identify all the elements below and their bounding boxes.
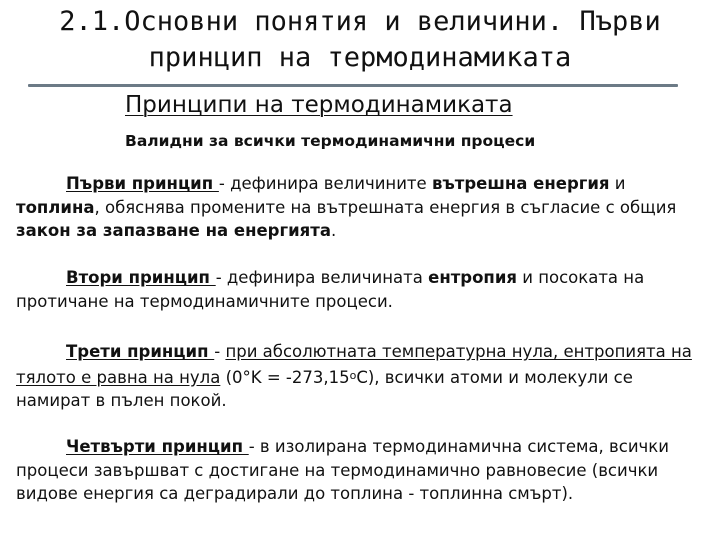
degree-superscript: о xyxy=(349,368,357,382)
keyword-entropy: ентропия xyxy=(428,268,517,287)
underlined-statement: при абсолютната температурна нула, ентропията на тялото е равна на нула xyxy=(16,342,692,387)
text-segment: . xyxy=(330,221,337,240)
keyword-internal-energy: вътрешна енергия xyxy=(431,174,610,193)
paragraph-third-principle xyxy=(16,340,706,413)
text-segment: - дефинира величините xyxy=(218,174,432,193)
section-subheading: Валидни за всички термодинамични процеси xyxy=(125,132,536,150)
keyword-heat: топлина xyxy=(16,197,95,217)
paragraph-first-principle xyxy=(16,172,706,243)
text-segment: , обяснява промените на вътрешната енергия в съгласие с общия xyxy=(94,197,677,217)
text-segment: - в изолирана термодинамична система, всички процеси завършват с достигане на термодинамично равновесие (всички видове енергия са деградирали до топлина - топлинна смърт). xyxy=(16,437,669,503)
text-segment: (0°K = -273,15 xyxy=(220,367,350,387)
paragraph-second-principle xyxy=(16,266,706,313)
term-fourth-principle: Четвърти принцип xyxy=(66,437,249,456)
keyword-conservation-law: закон за запазване на енергията xyxy=(16,221,331,240)
text-segment: С), всички атоми и молекули се намират в пълен покой. xyxy=(16,367,633,410)
term-second-principle: Втори принцип xyxy=(66,268,216,287)
slide-title xyxy=(0,4,720,76)
text-segment: и посоката на протичане на термодинамичните процеси. xyxy=(16,268,645,311)
slide-title-line-1: 2.1.Основни понятия и величини. Първи xyxy=(59,6,661,37)
term-first-principle: Първи принцип xyxy=(66,174,219,193)
term-third-principle: Трети принцип xyxy=(66,342,215,361)
title-divider xyxy=(28,84,678,87)
text-segment: - xyxy=(214,342,226,361)
slide-title-line-2: принцип на термодинамиката xyxy=(148,42,572,73)
text-segment: и xyxy=(609,174,626,193)
section-heading: Принципи на термодинамиката xyxy=(125,92,513,118)
text-segment: - дефинира величината xyxy=(215,268,429,287)
paragraph-fourth-principle xyxy=(16,435,706,506)
